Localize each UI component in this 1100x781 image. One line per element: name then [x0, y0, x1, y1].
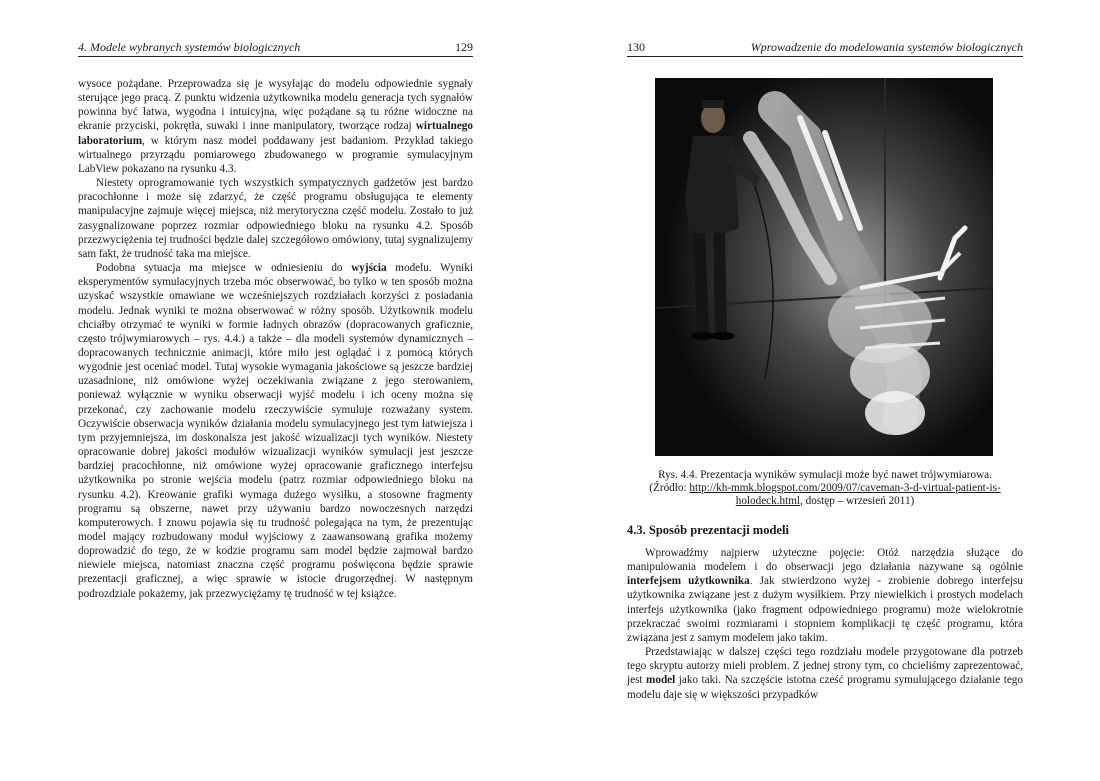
running-head-left: 4. Modele wybranych systemów biologicznych	[78, 40, 301, 54]
emphasis-text: wyjścia	[351, 262, 387, 275]
figure-3d-visualization	[655, 78, 993, 456]
page-number-right: 130	[627, 40, 645, 54]
text-run: wysoce pożądane. Przeprowadza się je wysyłając do modelu odpowiednie sygnały sterujące jego pracą. Z punktu widzenia użytkownika modelu generacja tych sygnałów powinna być łatwa, wygodna i intuicyjna, więc pożądane są tu różne widoczne na ekranie przyciski, pokrętła, suwaki i inne manipulatory, tworzące rodzaj	[78, 78, 473, 133]
running-head-right: Wprowadzenie do modelowania systemów biologicznych	[750, 40, 1023, 54]
caption-source	[627, 482, 1023, 508]
text-run: Podobna sytuacja ma miejsce w odniesieniu do	[96, 262, 352, 275]
left-page-header	[78, 38, 473, 57]
text-run: Niestety oprogramowanie tych wszystkich sympatycznych gadżetów jest bardzo pracochłonne i może się zdarzyć, że część programu obsługująca te elementy manipulacyjne zajmuje więcej miejsca, niż merytoryczna część modelu. Zostało to już zasygnalizowane poprzez rozmiar odpowiedniego bloku na rysunku 4.2. Sposób przezwyciężenia tej trudności będzie dalej szczegółowo omówiony, tutaj sygnalizujemy sam fakt, że trudność taka ma miejsce.	[78, 177, 473, 260]
paragraph	[627, 546, 1023, 645]
text-run: modelu. Wyniki eksperymentów symulacyjnych trzeba móc obserwować, bo tylko w ten sposób można uzyskać wszystkie omawiane we wcześniejszych rozdziałach korzyści z posiadania modelu. Jednak wyniki te można obserwować w różny sposób. Użytkownik modelu chciałby otrzymać te wyniki w formie ładnych obrazów (dopracowanych graficznie, często trójwymiarowych – rys. 4.4.) a także – dla modeli systemów dynamicznych – dopracowanych technicznie animacji, które miło jest oglądać i z pomocą których wygodnie jest oceniać model. Tutaj wysokie wymagania jakościowe są jeszcze bardziej uzasadnione, niż omówione wyżej oczekiwania związane z jego sterowaniem, ponieważ wyłącznie w wyniku obserwacji wyjść modelu i ich oceny można się przekonać, czy zachowanie modelu rzeczywiście symuluje rozważany system. Oczywiście obserwacja wyników działania modelu symulacyjnego jest tym łatwiejsza i tym przyjemniejsza, im doskonalsza jest jakość wizualizacji tych wyników. Niestety opracowanie dobrej jakości modułów wizualizacji wyników symulacji jest jeszcze bardziej pracochłonne, niż omówione wyżej opracowanie graficznego interfejsu użytkownika po stronie wejścia modelu (patrz rozmiar odpowiedniego bloku na rysunku 4.2). Kreowanie grafiki wymaga dużego wysiłku, a stosowne fragmenty programu są obszerne, nawet przy używaniu bardzo nowoczesnych narzędzi komputerowych. I znowu pojawia się tu trudność polegająca na tym, że prezentując model mający rozbudowany moduł wyjściowy z zaawansowaną grafika możemy doprowadzić do tego, że w kodzie programu sam model będzie zajmował bardzo niewiele miejsca, natomiast znaczna część programu poświęcona będzie sprawie prezentacji graficznej, a więc sprawie w istocie drugorzędnej. W następnym podrozdziale pokażemy, jak przezwyciężamy tę trudność w tej książce.	[78, 262, 473, 600]
paragraph	[78, 77, 473, 176]
right-page-body	[627, 546, 1023, 702]
left-page	[78, 0, 473, 781]
emphasis-text: wirtualnego laboratorium	[78, 120, 473, 147]
text-run: Wprowadźmy najpierw użyteczne pojęcie: Otóż narzędzia służące do manipulowania modelem i do obserwacji jego działania nazywane są ogólnie	[627, 547, 1023, 574]
text-run: jako taki. Na szczęście istotna cześć programu symulującego działanie tego modelu daje się w większości przypadków	[627, 674, 1023, 701]
emphasis-text: interfejsem użytkownika	[627, 575, 750, 588]
caption-line: Rys. 4.4. Prezentacja wyników symulacji może być nawet trójwymiarowa.	[658, 469, 992, 481]
caption-suffix: , dostęp – wrzesień 2011)	[800, 495, 915, 507]
text-run: , w którym nasz model poddawany jest badaniom. Przykład takiego wirtualnego przyrządu pomiarowego zbudowanego w programie symulacyjnym LabView pokazano na rysunku 4.3.	[78, 134, 473, 175]
page-number-left: 129	[455, 40, 473, 54]
figure-caption	[627, 469, 1023, 508]
paragraph	[78, 261, 473, 601]
text-run: Przedstawiając w dalszej części tego rozdziału modele przygotowane dla potrzeb tego skryptu autorzy mieli problem. Z jednej strony tym, co chcieliśmy zaprezentować, jest	[627, 646, 1023, 687]
left-page-body	[78, 77, 473, 601]
emphasis-text: model	[646, 674, 676, 687]
source-link[interactable]: http://kh-mmk.blogspot.com/2009/07/caveman-3-d-virtual-patient-is-holodeck.html	[689, 482, 1001, 507]
right-page	[627, 0, 1023, 781]
text-run: . Jak stwierdzono wyżej - zrobienie dobrego interfejsu użytkownika związane jest z dużym wysiłkiem. Przy niewielkich i prostych modelach interfejs użytkownika (jako fragment odpowiedniego programu) może wielokrotnie przekraczać swoimi rozmiarami i stopniem komplikacji tę część programu, która związana jest z samym modelem jako takim.	[627, 575, 1024, 644]
paragraph	[627, 645, 1023, 702]
virtual-patient-image	[655, 78, 993, 456]
caption-prefix: (Źródło:	[649, 482, 690, 494]
right-page-header	[627, 38, 1023, 57]
section-heading: 4.3. Sposób prezentacji modeli	[627, 523, 789, 537]
paragraph	[78, 176, 473, 261]
